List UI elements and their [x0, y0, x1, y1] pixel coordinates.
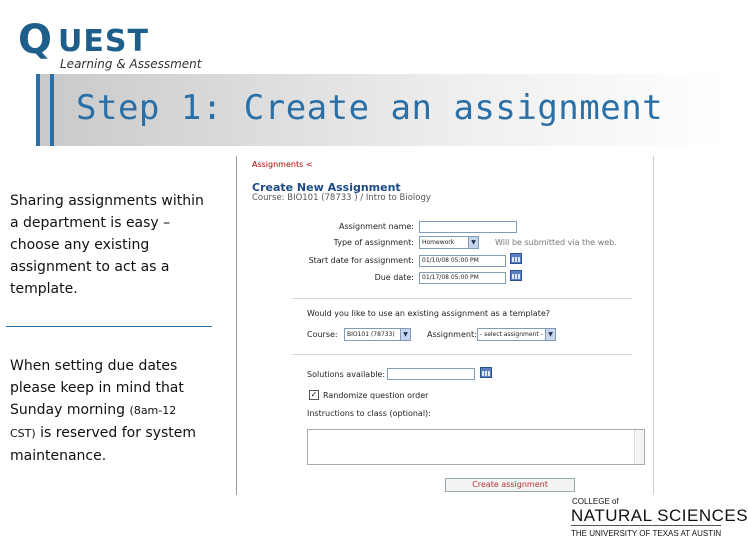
side-note-maintenance [10, 355, 215, 467]
assignment-name-input[interactable] [419, 221, 517, 233]
title-banner-accent [50, 74, 54, 146]
template-question: Would you like to use an existing assignment as a template? [307, 309, 550, 318]
assignment-name-label: Assignment name: [338, 222, 414, 231]
maintenance-time-end: CST) [10, 427, 36, 440]
template-course-select[interactable] [344, 328, 411, 341]
college-of-text: COLLEGE of [572, 497, 619, 506]
logo-q-letter: Q [18, 17, 53, 63]
maintenance-text: When setting due dates please keep in mind that Sunday morning [10, 358, 184, 418]
natural-sciences-text: NATURAL SCIENCES [571, 506, 748, 525]
instructions-label: Instructions to class (optional): [307, 409, 431, 418]
calendar-icon[interactable] [510, 270, 522, 281]
solutions-date-input[interactable] [387, 368, 475, 380]
start-date-label: Start date for assignment: [308, 256, 414, 265]
create-assignment-button[interactable]: Create assignment [445, 478, 575, 492]
logo-wordmark: UEST [58, 24, 149, 59]
template-assignment-value: - select assignment - [480, 331, 543, 338]
maintenance-time-start: (8am-12 [129, 404, 177, 417]
start-date-input[interactable]: 01/10/08 05:00 PM [419, 255, 506, 267]
university-text: THE UNIVERSITY OF TEXAS AT AUSTIN [571, 529, 722, 538]
template-course-value: BIO101 (78733) [347, 331, 395, 338]
submission-note: Will be submitted via the web. [495, 238, 617, 247]
instructions-textarea[interactable] [307, 429, 645, 465]
breadcrumb[interactable]: Assignments < [252, 160, 313, 169]
assignment-type-value: Homework [422, 239, 455, 246]
chevron-down-icon[interactable]: ▼ [545, 329, 555, 340]
textarea-scrollbar[interactable] [634, 430, 644, 464]
assignment-type-label: Type of assignment: [333, 238, 414, 247]
logo-subtitle: Learning & Assessment [60, 57, 202, 71]
randomize-label: Randomize question order [323, 391, 429, 400]
form-divider [292, 298, 632, 299]
template-assignment-label: Assignment: [427, 330, 477, 339]
college-logo-rule [571, 525, 721, 526]
create-assignment-form [236, 156, 654, 495]
due-date-label: Due date: [374, 273, 414, 282]
checkmark-icon: ✓ [310, 390, 318, 399]
maintenance-text-tail: is reserved for system maintenance. [10, 425, 197, 464]
side-note-sharing: Sharing assignments within a department is easy – choose any existing assignment to act as a template. [10, 193, 204, 297]
solutions-label: Solutions available: [307, 370, 386, 379]
calendar-icon[interactable] [510, 253, 522, 264]
chevron-down-icon[interactable]: ▼ [468, 237, 478, 248]
form-heading: Create New Assignment [252, 181, 401, 194]
due-date-input[interactable]: 01/17/08 05:00 PM [419, 272, 506, 284]
side-divider [6, 326, 212, 327]
form-divider [292, 354, 632, 355]
assignment-type-select[interactable] [419, 236, 479, 249]
slide-title: Step 1: Create an assignment [76, 88, 664, 128]
chevron-down-icon[interactable]: ▼ [400, 329, 410, 340]
course-line: Course: BIO101 (78733 ) / Intro to Biology [252, 193, 431, 203]
template-assignment-select[interactable] [477, 328, 556, 341]
randomize-checkbox[interactable] [309, 390, 319, 400]
calendar-icon[interactable] [480, 367, 492, 378]
template-course-label: Course: [307, 330, 338, 339]
